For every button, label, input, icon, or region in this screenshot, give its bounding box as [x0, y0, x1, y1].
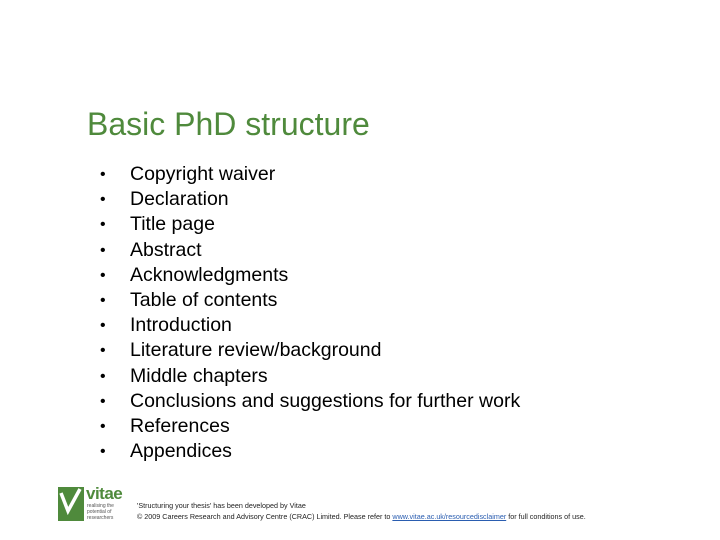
list-item: [100, 238, 520, 263]
footer-line-1: 'Structuring your thesis' has been developed by Vitae: [137, 501, 306, 510]
list-item-label: Abstract: [130, 238, 202, 261]
slide-title: Basic PhD structure: [87, 106, 370, 142]
list-item: [100, 364, 520, 389]
bullet-icon: •: [100, 266, 106, 284]
list-item-label: References: [130, 414, 230, 437]
list-item-label: Table of contents: [130, 288, 278, 311]
bullet-icon: •: [100, 291, 106, 309]
bullet-icon: •: [100, 166, 106, 183]
bullet-icon: •: [100, 241, 106, 259]
logo-wordmark: vitae: [86, 484, 123, 503]
list-item-label: Introduction: [130, 314, 232, 337]
list-item: [100, 162, 520, 187]
bullet-icon: •: [100, 216, 106, 234]
disclaimer-link[interactable]: www.vitae.ac.uk/resourcedisclaimer: [392, 512, 507, 521]
list-item-label: Middle chapters: [130, 364, 268, 387]
bullet-icon: •: [100, 443, 106, 461]
list-item-label: Appendices: [130, 440, 232, 463]
logo-tagline: realising the potential of researchers: [87, 503, 114, 521]
list-item: [100, 187, 520, 212]
footer-line-2: [137, 511, 586, 522]
bullet-icon: •: [100, 392, 106, 410]
bullet-list: [100, 162, 520, 464]
bullet-icon: •: [100, 417, 106, 435]
bullet-icon: •: [100, 342, 106, 360]
footer-conditions: for full conditions of use.: [506, 512, 586, 521]
list-item-label: Conclusions and suggestions for further work: [130, 389, 521, 412]
list-item: [100, 338, 520, 363]
list-item: [100, 313, 520, 338]
list-item: [100, 439, 520, 464]
list-item: [100, 212, 520, 237]
bullet-icon: •: [100, 191, 106, 209]
list-item: [100, 414, 520, 439]
list-item-label: Literature review/background: [130, 339, 382, 362]
list-item: [100, 389, 520, 414]
footer-copyright: © 2009 Careers Research and Advisory Centre (CRAC) Limited. Please refer to: [137, 512, 393, 521]
list-item-label: Title page: [130, 213, 215, 236]
bullet-icon: •: [100, 367, 106, 385]
list-item-label: Acknowledgments: [130, 263, 289, 286]
list-item-label: Copyright waiver: [130, 163, 276, 185]
list-item-label: Declaration: [130, 188, 229, 211]
footer-credits: [137, 500, 586, 522]
list-item: [100, 288, 520, 313]
bullet-icon: •: [100, 317, 106, 335]
list-item: [100, 263, 520, 288]
